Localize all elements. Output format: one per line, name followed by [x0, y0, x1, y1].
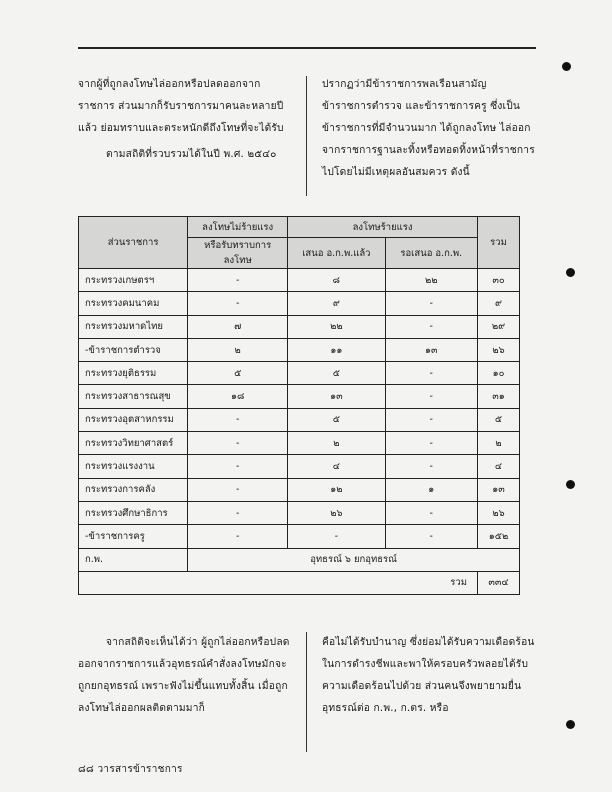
reported-cell: ๒: [288, 432, 385, 455]
table-row: [79, 455, 520, 478]
agency-cell: กระทรวงแรงงาน: [79, 455, 188, 478]
total-cell: ๒๖: [477, 501, 519, 524]
column-divider: [306, 76, 307, 196]
margin-bullet-icon: [562, 62, 571, 71]
reported-cell: ๒๖: [288, 501, 385, 524]
total-cell: ๒๖: [477, 338, 519, 361]
table-row: [79, 292, 520, 315]
page-footer: ๘๘ วารสารข้าราชการ: [78, 764, 183, 775]
sum-label: รวม: [79, 571, 478, 594]
not-severe-cell: -: [188, 292, 288, 315]
reported-cell: -: [288, 525, 385, 548]
agency-cell: กระทรวงสาธารณสุข: [79, 385, 188, 408]
not-severe-cell: ๒: [188, 338, 288, 361]
header-severe: ลงโทษร้ายแรง: [288, 217, 478, 238]
reported-cell: ๔: [288, 455, 385, 478]
agency-cell: กระทรวงเกษตรฯ: [79, 269, 188, 292]
header-total: รวม: [477, 217, 519, 269]
not-severe-cell: -: [188, 432, 288, 455]
total-cell: ๔: [477, 455, 519, 478]
not-severe-cell: -: [188, 269, 288, 292]
table-row: [79, 478, 520, 501]
column-divider: [306, 632, 307, 752]
pending-cell: -: [385, 385, 477, 408]
right-column-top: [322, 74, 535, 184]
table-row: [79, 338, 520, 361]
not-severe-cell: -: [188, 455, 288, 478]
pending-cell: -: [385, 362, 477, 385]
agency-cell: -ข้าราชการตำรวจ: [79, 338, 188, 361]
top-rule: [78, 47, 536, 49]
total-cell: ๒: [477, 432, 519, 455]
pending-cell: -: [385, 315, 477, 338]
table-row-kp: [79, 548, 520, 571]
reported-cell: ๑๒: [288, 478, 385, 501]
sum-value: ๓๓๔: [477, 571, 519, 594]
total-cell: ๑๐: [477, 362, 519, 385]
agency-cell: กระทรวงศึกษาธิการ: [79, 501, 188, 524]
not-severe-cell: -: [188, 501, 288, 524]
table-row-total: [79, 571, 520, 594]
table-row: [79, 385, 520, 408]
reported-cell: ๒๒: [288, 315, 385, 338]
reported-cell: ๑๓: [288, 385, 385, 408]
not-severe-cell: -: [188, 478, 288, 501]
pending-cell: -: [385, 432, 477, 455]
table-row: [79, 408, 520, 431]
pending-cell: -: [385, 501, 477, 524]
agency-cell: กระทรวงคมนาคม: [79, 292, 188, 315]
pending-cell: -: [385, 525, 477, 548]
pending-cell: ๑: [385, 478, 477, 501]
agency-cell: กระทรวงวิทยาศาสตร์: [79, 432, 188, 455]
header-not-severe-sub: หรือรับทราบการลงโทษ: [188, 238, 288, 269]
table-row: [79, 432, 520, 455]
reported-cell: ๙: [288, 292, 385, 315]
kp-note: อุทธรณ์ ๖ ยกอุทธรณ์: [188, 548, 520, 571]
table-row: [79, 362, 520, 385]
header-not-severe: ลงโทษไม่ร้ายแรง: [188, 217, 288, 238]
not-severe-cell: ๑๘: [188, 385, 288, 408]
paragraph: คือไม่ได้รับบำนาญ ซึ่งย่อมได้รับความเดือดร้อนในการดำรงชีพและพาให้ครอบครัวพลอยได้รับความเดือดร้อนไปด้วย ส่วนคนจึงพยายามยื่นอุทธรณ์ต่อ ก.พ., ก.ตร. หรือ: [322, 637, 535, 714]
total-cell: ๙: [477, 292, 519, 315]
total-cell: ๕: [477, 408, 519, 431]
agency-cell: -ข้าราชการครู: [79, 525, 188, 548]
agency-cell: กระทรวงอุตสาหกรรม: [79, 408, 188, 431]
margin-bullet-icon: [566, 720, 575, 729]
header-pending: รอเสนอ อ.ก.พ.: [385, 238, 477, 269]
reported-cell: ๘: [288, 269, 385, 292]
kp-label: ก.พ.: [79, 548, 188, 571]
pending-cell: -: [385, 455, 477, 478]
total-cell: ๓๐: [477, 269, 519, 292]
pending-cell: ๒๒: [385, 269, 477, 292]
agency-cell: กระทรวงการคลัง: [79, 478, 188, 501]
reported-cell: ๑๑: [288, 338, 385, 361]
not-severe-cell: -: [188, 408, 288, 431]
margin-bullet-icon: [566, 268, 575, 277]
table-row: [79, 525, 520, 548]
total-cell: ๓๑: [477, 385, 519, 408]
margin-bullet-icon: [566, 480, 575, 489]
not-severe-cell: ๗: [188, 315, 288, 338]
table-row: [79, 501, 520, 524]
paragraph: ปรากฏว่ามีข้าราชการพลเรือนสามัญ ข้าราชการตำรวจ และข้าราชการครู ซึ่งเป็นข้าราชการที่มีจำนวนมาก ได้ถูกลงโทษ ไล่ออกจากราชการฐานละทิ้งหรือทอดทิ้งหน้าที่ราชการไปโดยไม่มีเหตุผลอันสมควร ดังนี้: [322, 79, 535, 178]
pending-cell: -: [385, 408, 477, 431]
agency-cell: กระทรวงมหาดไทย: [79, 315, 188, 338]
paragraph: ตามสถิติที่รวบรวมได้ในปี พ.ศ. ๒๕๔๐: [106, 149, 277, 160]
statistics-table: [78, 216, 520, 595]
paragraph: จากสถิติจะเห็นได้ว่า ผู้ถูกไล่ออกหรือปลดออกจากราชการแล้วอุทธรณ์คำสั่งลงโทษมักจะถูกยกอุทธรณ์ เพราะฟังไม่ขึ้นแทบทั้งสิ้น เมื่อถูกลงโทษไล่ออกผลติดตามมาก็: [78, 637, 290, 714]
pending-cell: -: [385, 292, 477, 315]
reported-cell: ๕: [288, 362, 385, 385]
right-column-bottom: [322, 632, 535, 720]
header-agency: ส่วนราชการ: [79, 217, 188, 269]
table-row: [79, 269, 520, 292]
table-row: [79, 315, 520, 338]
left-column-top: [78, 74, 290, 166]
total-cell: ๒๙: [477, 315, 519, 338]
agency-cell: กระทรวงยุติธรรม: [79, 362, 188, 385]
left-column-bottom: [78, 632, 290, 720]
total-cell: ๑๕๒: [477, 525, 519, 548]
not-severe-cell: -: [188, 525, 288, 548]
pending-cell: ๑๓: [385, 338, 477, 361]
total-cell: ๑๓: [477, 478, 519, 501]
not-severe-cell: ๕: [188, 362, 288, 385]
header-reported: เสนอ อ.ก.พ.แล้ว: [288, 238, 385, 269]
reported-cell: ๕: [288, 408, 385, 431]
paragraph: จากผู้ที่ถูกลงโทษไล่ออกหรือปลดออกจากราชการ ส่วนมากก็รับราชการมาคนละหลายปีแล้ว ย่อมทราบและตระหนักดีถึงโทษที่จะได้รับ: [78, 79, 284, 134]
